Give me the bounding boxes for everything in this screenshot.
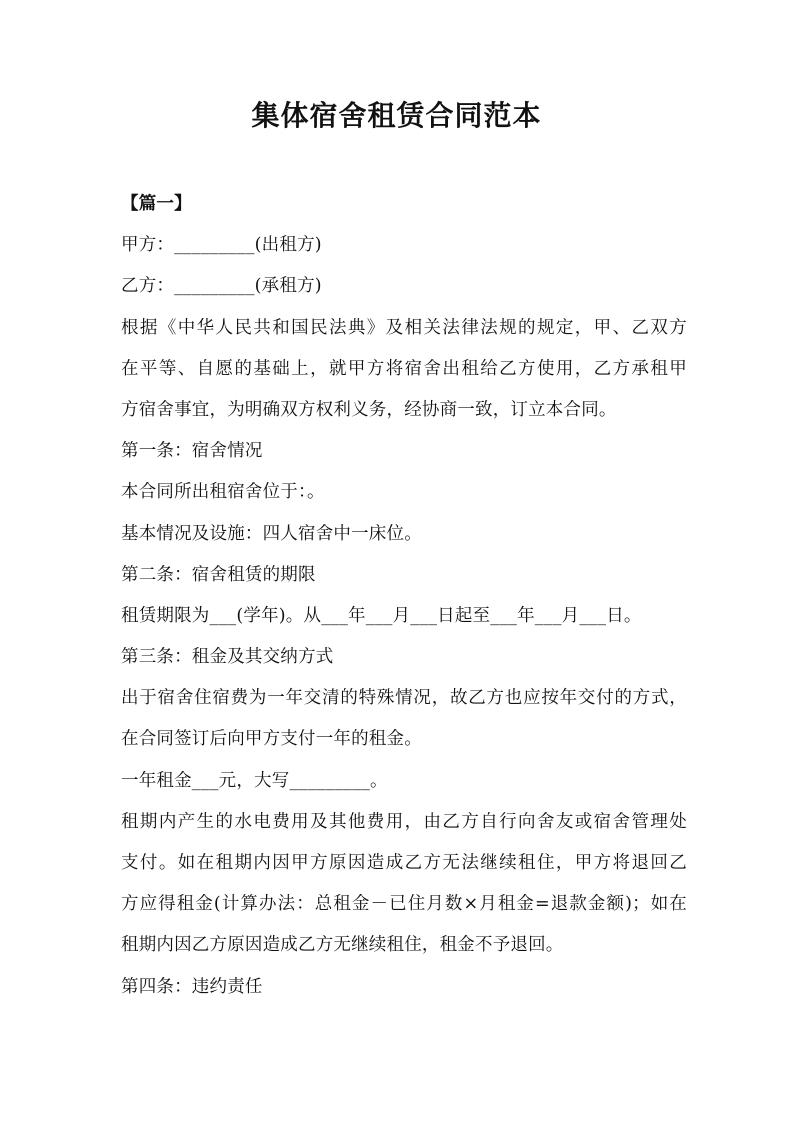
article-1-heading: 第一条：宿舍情况 xyxy=(121,441,263,462)
fees-line-1: 租期内产生的水电费用及其他费用，由乙方自行向舍友或宿舍管理处 xyxy=(121,811,687,832)
document-body xyxy=(121,184,687,1008)
preamble-line-2: 在平等、自愿的基础上，就甲方将宿舍出租给乙方使用，乙方承租甲 xyxy=(121,358,687,379)
facilities-line: 基本情况及设施：四人宿舍中一床位。 xyxy=(121,523,422,544)
fees-line-4: 租期内因乙方原因造成乙方无继续租住，租金不予退回。 xyxy=(121,935,564,956)
article-4-heading: 第四条：违约责任 xyxy=(121,976,263,997)
payment-line-2: 在合同签订后向甲方支付一年的租金。 xyxy=(121,729,422,750)
preamble-line-3: 方宿舍事宜，为明确双方权利义务，经协商一致，订立本合同。 xyxy=(121,399,617,420)
document-title: 集体宿舍租赁合同范本 xyxy=(251,99,542,132)
party-b-line: 乙方：_________(承租方) xyxy=(121,276,322,297)
preamble-line-1: 根据《中华人民共和国民法典》及相关法律法规的规定，甲、乙双方 xyxy=(121,317,687,338)
dormitory-location-line: 本合同所出租宿舍位于：。 xyxy=(121,482,325,503)
article-3-heading: 第三条：租金及其交纳方式 xyxy=(121,647,334,668)
fees-line-2: 支付。如在租期内因甲方原因造成乙方无法继续租住，甲方将退回乙 xyxy=(121,853,687,873)
annual-rent-line: 一年租金___元，大写_________。 xyxy=(121,770,388,791)
lease-term-line: 租赁期限为___(学年)。从___年___月___日起至___年___月___日。 xyxy=(121,605,642,626)
article-2-heading: 第二条：宿舍租赁的期限 xyxy=(121,564,316,585)
party-a-line: 甲方：_________(出租方) xyxy=(121,235,322,256)
section-heading-part-one: 【篇一】 xyxy=(121,194,192,214)
payment-line-1: 出于宿舍住宿费为一年交清的特殊情况，故乙方也应按年交付的方式， xyxy=(121,688,687,709)
fees-line-3: 方应得租金(计算办法：总租金－已住月数×月租金=退款金额)；如在 xyxy=(121,894,687,915)
